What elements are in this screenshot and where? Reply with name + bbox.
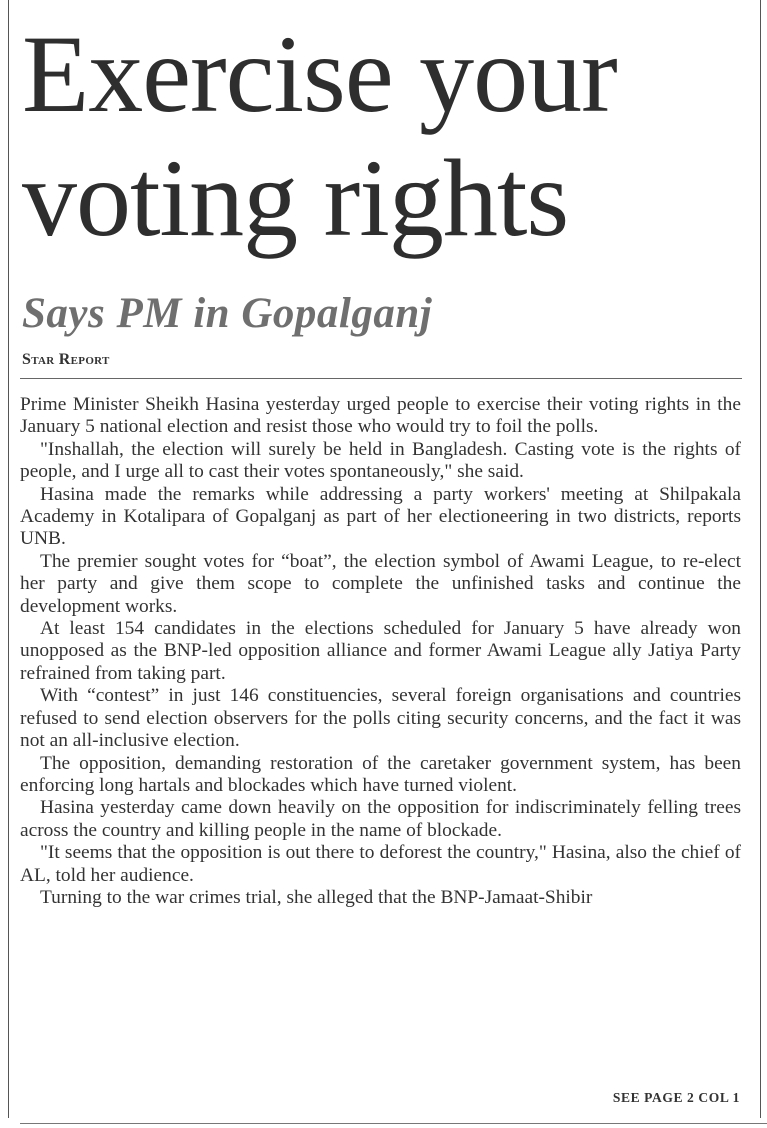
article-body <box>20 394 741 909</box>
byline: Star Report <box>22 351 110 368</box>
article-paragraph: Hasina yesterday came down heavily on the opposition for indiscriminately felling trees across the country and killing people in the name of blockade. <box>20 797 741 841</box>
continuation-jump-line: SEE PAGE 2 COL 1 <box>612 1090 740 1105</box>
article-paragraph: "Inshallah, the election will surely be held in Bangladesh. Casting vote is the rights of people, and I urge all to cast their votes spontaneously," she said. <box>20 438 741 483</box>
left-column-rule <box>8 0 9 1118</box>
article-paragraph: The premier sought votes for “boat”, the election symbol of Awami League, to re-elect her party and give them scope to complete the unfinished tasks and continue the development works. <box>20 550 741 617</box>
article-paragraph: At least 154 candidates in the elections scheduled for January 5 have already won unopposed as the BNP-led opposition alliance and former Awami League ally Jatiya Party refrained from taking part. <box>20 618 741 684</box>
byline-divider <box>20 378 742 379</box>
article-paragraph: Turning to the war crimes trial, she alleged that the BNP-Jamaat-Shibir <box>40 886 593 908</box>
article-paragraph: Prime Minister Sheikh Hasina yesterday urged people to exercise their voting rights in the January 5 national election and resist those who would try to foil the polls. <box>20 394 741 438</box>
headline: Exercise your voting rights <box>22 13 617 259</box>
bottom-rule <box>20 1123 767 1124</box>
article-paragraph: "It seems that the opposition is out there to deforest the country," Hasina, also the chief of AL, told her audience. <box>20 842 741 886</box>
article-paragraph: With “contest” in just 146 constituencies, several foreign organisations and countries refused to send election observers for the polls citing security concerns, and the fact it was not an all-inclusive election. <box>20 685 741 752</box>
article-paragraph: Hasina made the remarks while addressing a party workers' meeting at Shilpakala Academy in Kotalipara of Gopalganj as part of her electioneering in two districts, reports UNB. <box>20 483 741 550</box>
right-column-rule <box>760 0 761 1118</box>
article-paragraph: The opposition, demanding restoration of the caretaker government system, has been enforcing long hartals and blockades which have turned violent. <box>20 752 741 796</box>
subheadline: Says PM in Gopalganj <box>22 290 433 337</box>
